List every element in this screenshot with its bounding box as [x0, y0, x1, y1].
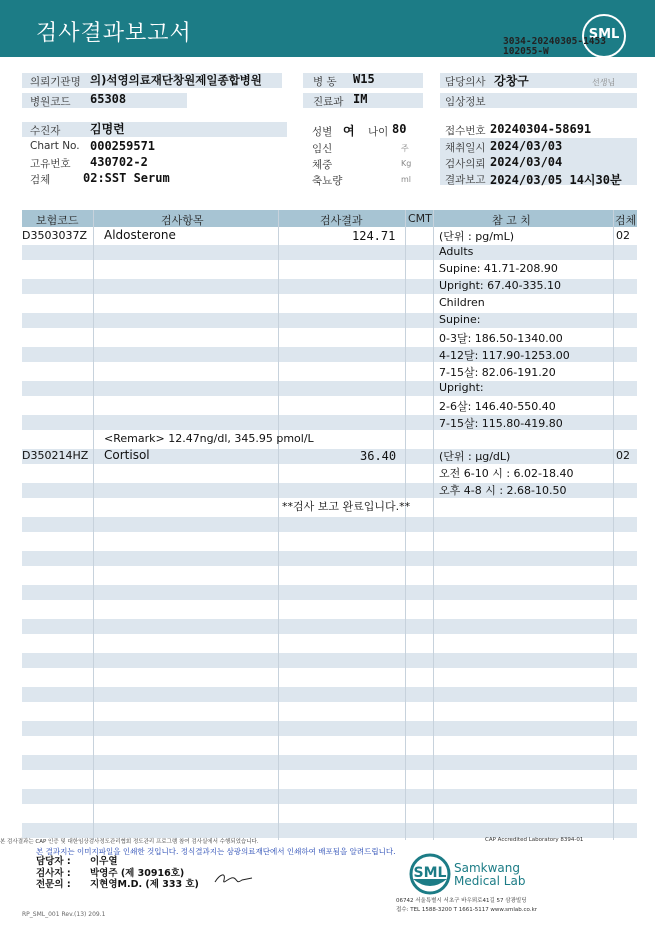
column-divider [278, 210, 279, 840]
weight-unit: Kg [401, 159, 412, 168]
receipt-label: 접수번호 [445, 125, 486, 137]
ward-value: W15 [353, 72, 375, 86]
reference-line: 7-15살: 82.06-191.20 [439, 366, 556, 379]
header-code: 보험코드 [36, 214, 79, 227]
urine-unit: ml [401, 175, 412, 184]
examiner-label: 검사자 : [36, 868, 71, 879]
column-divider [93, 210, 94, 840]
reference-line: Supine: 41.71-208.90 [439, 262, 558, 275]
table-row-stripe [22, 245, 637, 260]
row-code: D3503037Z [22, 229, 87, 242]
collect-value: 2024/03/03 [490, 139, 563, 153]
sex-value: 여 [343, 124, 355, 138]
chart-number: 000259571 [90, 139, 156, 153]
collect-label: 채취일시 [445, 142, 486, 154]
reference-line: Supine: [439, 313, 481, 326]
request-label: 검사의뢰 [445, 158, 486, 170]
header-specimen: 검체 [615, 214, 637, 227]
fine-print: 본 검사결과는 CAP 인증 및 대한임상검사정도관리협회 정도관리 프로그램 참여 검사실에서 수행되었습니다. [0, 839, 259, 845]
hospital-label: 의뢰기관명 [30, 76, 81, 88]
manager-label: 담당자 : [36, 856, 71, 867]
seal-text: SML [588, 27, 620, 42]
report-title: 검사결과보고서 [36, 21, 192, 46]
clinical-label: 임상정보 [445, 96, 486, 108]
patient-box [22, 122, 287, 137]
row-item: Aldosterone [104, 228, 176, 242]
column-divider [433, 210, 434, 840]
table-row-stripe [22, 823, 637, 838]
sml-logo-icon [407, 853, 453, 895]
svg-text:SML: SML [413, 865, 447, 881]
id-number: 430702-2 [90, 155, 148, 169]
doctor-value: 강창구 [494, 74, 529, 88]
reference-line: 4-12달: 117.90-1253.00 [439, 349, 570, 362]
table-row-stripe [22, 551, 637, 566]
patient-label: 수진자 [30, 125, 61, 137]
row-reference: (단위 : pg/mL) [439, 230, 515, 243]
hospital-value: 의)석영의료재단창원제일종합병원 [90, 73, 262, 87]
row-code: D350214HZ [22, 449, 89, 462]
company-address: 06742 서울특별시 서초구 바우뫼로41길 57 삼광빌딩 [396, 898, 527, 904]
signature-icon [212, 868, 256, 888]
request-number [503, 37, 606, 57]
header-item: 검사항목 [161, 214, 204, 227]
patient-name: 김명련 [90, 122, 125, 136]
row-item: Cortisol [104, 448, 150, 462]
reference-line: 2-6살: 146.40-550.40 [439, 400, 556, 413]
notice-text: 본 결과지는 이미지파일을 인쇄한 것입니다. 정식결과지는 삼광의료재단에서 인쇄하여 배포됨을 알려드립니다. [36, 847, 396, 856]
row-specimen: 02 [616, 229, 630, 242]
pregnancy-unit: 주 [401, 144, 409, 153]
header-reference: 참 고 치 [492, 214, 531, 227]
specialist-name: 지현영M.D. (제 333 호) [90, 879, 199, 890]
doctor-suffix: 선생님 [592, 78, 616, 87]
specimen-label: 검체 [30, 174, 51, 186]
report-complete-text: **검사 보고 완료입니다.** [282, 500, 411, 513]
hospital-code-value: 65308 [90, 92, 127, 106]
table-row-stripe [22, 381, 637, 396]
weight-label: 체중 [312, 159, 333, 171]
company-name-line-2: Medical Lab [454, 874, 526, 888]
ward-label: 병 동 [313, 76, 337, 88]
specialist-label: 전문의 : [36, 879, 71, 890]
chart-label: Chart No. [30, 140, 80, 152]
header-cmt: CMT [408, 212, 432, 225]
column-divider [613, 210, 614, 840]
sex-label: 성별 [312, 126, 333, 138]
receipt-value: 20240304-58691 [490, 122, 592, 136]
reference-line: 오전 6-10 시 : 6.02-18.40 [439, 467, 574, 480]
report-value: 2024/03/05 14시30분 [490, 173, 622, 187]
dept-label: 진료과 [313, 96, 344, 108]
age-value: 80 [392, 122, 407, 136]
reference-line: 0-3달: 186.50-1340.00 [439, 332, 563, 345]
urine-label: 축뇨량 [312, 175, 343, 187]
request-value: 2024/03/04 [490, 155, 563, 169]
reference-line: Upright: [439, 381, 484, 394]
hospital-code-label: 병원코드 [30, 96, 71, 108]
doctor-label: 담당의사 [445, 76, 486, 88]
examiner-name: 박영주 (제 30916호) [90, 868, 185, 879]
dept-value: IM [353, 92, 368, 106]
reference-line: 7-15살: 115.80-419.80 [439, 417, 563, 430]
cap-accreditation: CAP Accredited Laboratory 8394-01 [485, 837, 584, 843]
table-row-stripe [22, 687, 637, 702]
table-row-stripe [22, 721, 637, 736]
table-row-stripe [22, 755, 637, 770]
table-row-stripe [22, 789, 637, 804]
manager-name: 이우열 [90, 856, 118, 867]
header-result: 검사결과 [320, 214, 363, 227]
table-row-stripe [22, 585, 637, 600]
column-divider [405, 210, 406, 840]
table-row-stripe [22, 517, 637, 532]
row-result: 36.40 [360, 449, 397, 463]
reference-line: Upright: 67.40-335.10 [439, 279, 562, 292]
company-name-line-1: Samkwang [454, 861, 520, 875]
id-label: 고유번호 [30, 158, 71, 170]
form-code: RP_SML_001 Rev.(13) 209.1 [22, 911, 106, 918]
reference-line: Adults [439, 245, 474, 258]
remark-text: <Remark> 12.47ng/dl, 345.95 pmol/L [104, 432, 314, 445]
company-name [454, 862, 525, 888]
specimen-value: 02:SST Serum [83, 171, 170, 185]
row-reference: (단위 : μg/dL) [439, 450, 511, 463]
table-row-stripe [22, 619, 637, 634]
reference-line: Children [439, 296, 485, 309]
company-contact: 접수: TEL 1588-3200 T 1661-5117 www.smlab.co.kr [396, 907, 538, 913]
row-result: 124.71 [352, 229, 396, 243]
row-specimen: 02 [616, 449, 630, 462]
reference-line: 오후 4-8 시 : 2.68-10.50 [439, 484, 567, 497]
pregnancy-label: 임신 [312, 143, 333, 155]
request-number-line-1: 3034-20240305-1453 [503, 36, 606, 47]
request-number-line-2: 102055-W [503, 46, 549, 57]
age-label: 나이 [368, 126, 389, 138]
table-row-stripe [22, 653, 637, 668]
report-label: 결과보고 [445, 174, 486, 186]
table-row-stripe [22, 313, 637, 328]
